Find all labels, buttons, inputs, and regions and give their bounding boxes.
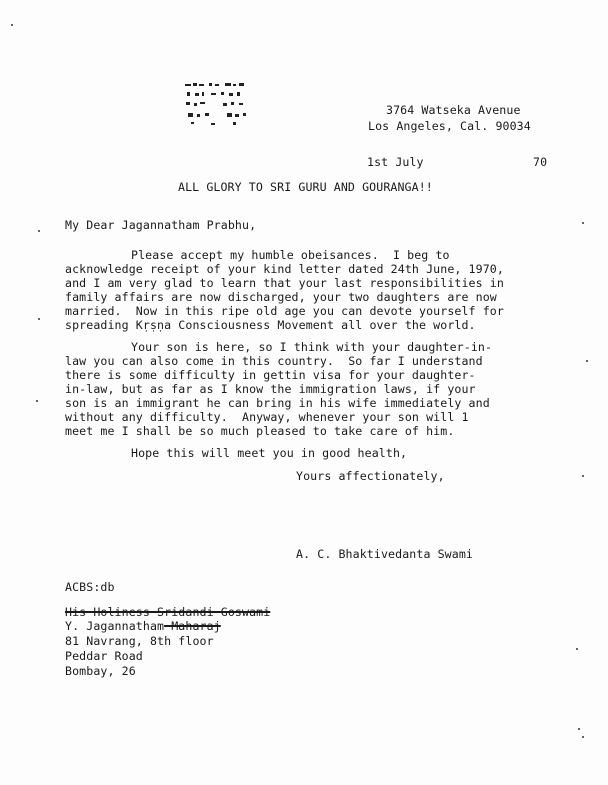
recipient-address-line: 81 Navrang, 8th floor: [65, 634, 214, 648]
closing-wish: Hope this will meet you in good health,: [131, 446, 408, 460]
recipient-struck-suffix: Maharaj: [164, 619, 221, 633]
paragraph-line: and I am very glad to learn that your last responsibilities in: [65, 276, 504, 290]
paragraph-line: without any difficulty. Anyway, whenever your son will 1: [65, 410, 469, 424]
letter-date-day: 1st July: [367, 155, 424, 169]
paragraph-line: acknowledge receipt of your kind letter dated 24th June, 1970,: [65, 262, 504, 276]
paragraph-line: meet me I shall be so much pleased to take care of him.: [65, 424, 455, 438]
letterhead-emblem-icon: [185, 82, 253, 128]
margin-speck: [586, 360, 588, 362]
salutation: My Dear Jagannatham Prabhu,: [65, 218, 257, 232]
paragraph-line: Your son is here, so I think with your daughter-in-: [131, 340, 493, 354]
recipient-address-line: Peddar Road: [65, 649, 143, 663]
sender-address-street: 3764 Watseka Avenue: [386, 103, 521, 117]
sender-address-city: Los Angeles, Cal. 90034: [368, 119, 531, 133]
recipient-struck-title: His Holiness Sridandi Goswami: [65, 605, 271, 619]
signature-name: A. C. Bhaktivedanta Swami: [296, 547, 474, 561]
margin-speck: [576, 648, 578, 650]
margin-speck: [578, 728, 580, 730]
margin-speck: [38, 230, 40, 232]
paragraph-line: son is an immigrant he can bring in his wife immediately and: [65, 396, 490, 410]
paragraph-line: in-law, but as far as I know the immigration laws, if your: [65, 382, 476, 396]
margin-speck: [582, 475, 584, 477]
paragraph-line: law you can also come in this country. So far I understand: [65, 354, 483, 368]
invocation-heading: ALL GLORY TO SRI GURU AND GOURANGA!!: [178, 180, 433, 194]
paragraph-line: married. Now in this ripe old age you can devote yourself for: [65, 304, 504, 318]
letter-date-year: 70: [533, 155, 548, 169]
margin-speck: [582, 736, 584, 738]
paragraph-line: spreading Kṛṣṇa Consciousness Movement all over the world.: [65, 318, 476, 332]
recipient-name: Y. Jagannatham: [65, 619, 165, 633]
margin-speck: [11, 24, 13, 26]
margin-speck: [36, 400, 38, 402]
paragraph-line: there is some difficulty in gettin visa for your daughter-: [65, 368, 476, 382]
margin-speck: [582, 222, 584, 224]
paragraph-line: Please accept my humble obeisances. I beg to: [131, 248, 450, 262]
paragraph-line: family affairs are now discharged, your two daughters are now: [65, 290, 497, 304]
recipient-address-line: Bombay, 26: [65, 664, 136, 678]
valediction: Yours affectionately,: [296, 469, 445, 483]
reference-initials: ACBS:db: [65, 580, 115, 594]
margin-speck: [38, 318, 40, 320]
recipient-name-line: [65, 619, 221, 633]
